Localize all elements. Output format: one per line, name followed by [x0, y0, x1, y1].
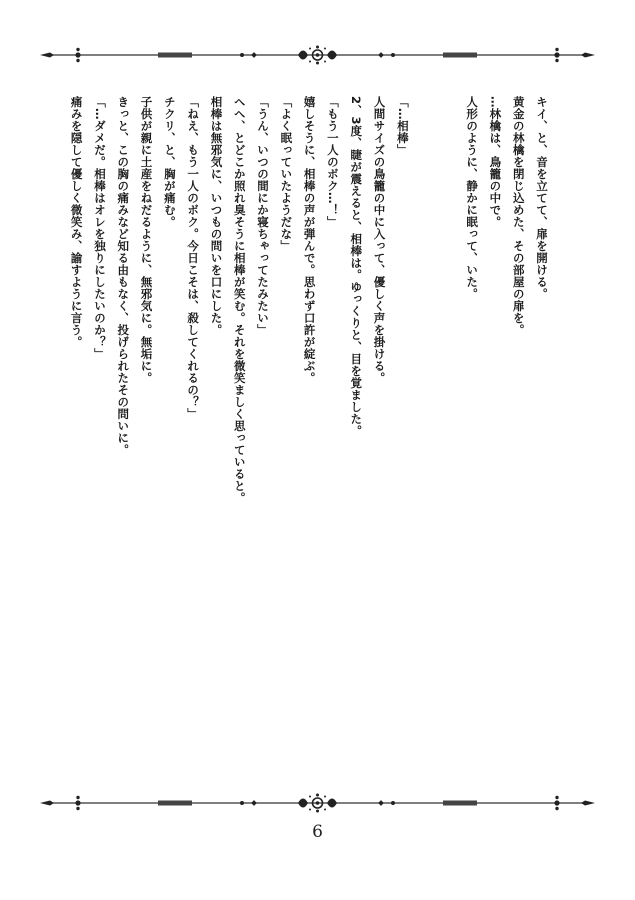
text-line: 相棒は無邪気に、いつもの問いを口にした。: [209, 96, 224, 336]
text-line: きっと、この胸の痛みなど知る由もなく、投げられたその問いに。: [116, 96, 131, 456]
text-line: 嬉しそうに、相棒の声が弾んで。思わず口許が綻ぶ。: [302, 96, 317, 384]
text-line: 「よく眠っていたようだな」: [279, 96, 294, 252]
text-line: 人間サイズの鳥籠の中に入って、優しく声を掛ける。: [372, 96, 387, 384]
text-line: 「…ダメだ。相棒はオレを独りにしたいのか？」: [92, 96, 107, 360]
text-line: 「うん、いつの間にか寝ちゃってたみたい」: [256, 96, 271, 336]
footer-ornament: [40, 792, 595, 814]
blank-line: [437, 96, 460, 536]
vertical-text-body: [64, 96, 553, 536]
text-line: …林檎は、鳥籠の中で。: [488, 96, 503, 228]
text-line: 人形のように、静かに眠って、いた。: [465, 96, 480, 300]
text-line: 「もう一人のボク…！」: [325, 96, 340, 228]
text-line: 子供が親に土産をねだるように、無邪気に。無垢に。: [139, 96, 154, 384]
text-line: 痛みを隠して優しく微笑み、諭すように言う。: [69, 96, 84, 348]
blank-line: [414, 96, 437, 536]
text-line: 「…相棒」: [395, 96, 410, 156]
text-line: チクリ、と、胸が痛む。: [162, 96, 177, 228]
text-line: へへ、とどこか照れ臭そうに相棒が笑む。それを微笑ましく思っていると。: [232, 96, 247, 504]
text-line: 黄金の林檎を閉じ込めた、その部屋の扉を。: [511, 96, 526, 336]
text-line: キイ、と、音を立てて、扉を開ける。: [535, 96, 549, 300]
header-ornament: [40, 44, 595, 66]
text-line: 2、3度、睫が震えると、相棒は。ゆっくりと、目を覚ました。: [349, 96, 364, 438]
page-number: 6: [312, 822, 323, 842]
text-line: 「ねえ、もう一人のボク。今日こそは、殺してくれるの？」: [186, 96, 201, 420]
